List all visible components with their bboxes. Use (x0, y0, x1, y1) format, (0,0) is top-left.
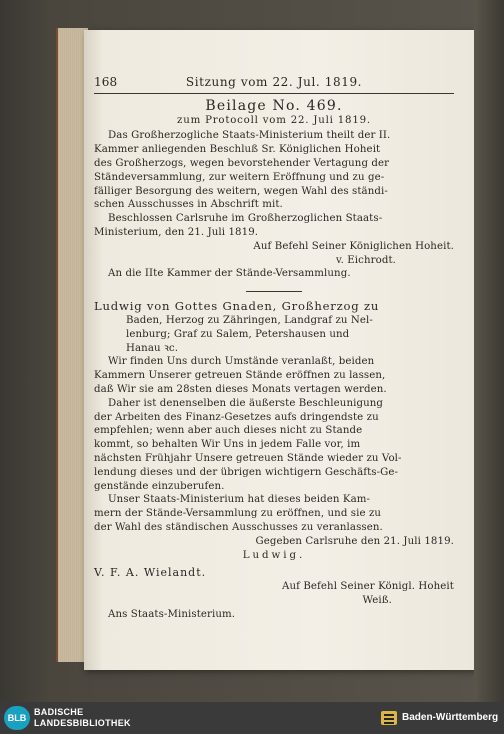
decision-line: Beschlossen Carlsruhe im Großherzoglichen Staats- (108, 213, 383, 225)
decree-title-line: lenburg; Graf zu Salem, Petershausen und (126, 328, 350, 340)
decree-line: Unser Staats-Ministerium hat dieses beiden Kam- (108, 494, 371, 506)
decree-line: empfehlen; wenn aber auch dieses nicht zu Stande (94, 425, 363, 437)
page-number: 168 (94, 75, 118, 89)
library-name (34, 707, 131, 729)
decree-signature: Ludwig. (242, 549, 306, 561)
decree-line: der Wahl des ständischen Ausschusses zu veranlassen. (94, 521, 383, 533)
library-name-line: LANDESBIBLIOTHEK (34, 718, 131, 728)
body-line: Das Großherzogliche Staats-Ministerium theilt der II. (108, 130, 391, 142)
decree-line: lendung dieses und der übrigen wichtigern Geschäfts-Ge- (94, 466, 399, 478)
decree-order-signature: Weiß. (362, 594, 392, 606)
beilage-address: An die IIte Kammer der Stände-Versammlung. (108, 268, 351, 280)
decree-address: Ans Staats-Ministerium. (108, 608, 236, 620)
decree-line: Daher ist denenselben die äußerste Beschleunigung (108, 397, 384, 409)
beilage-signature: v. Eichrodt. (335, 254, 396, 266)
decree (94, 300, 454, 621)
decree-line: kommt, so behalten Wir Uns in jedem Falle vor, im (94, 439, 361, 451)
body-line: fälliger Besorgung des weitern, wegen Wahl des ständi- (94, 185, 388, 197)
decree-countersign: V. F. A. Wielandt. (94, 566, 207, 580)
right-page-shadow (474, 0, 504, 702)
decision-line: Ministerium, den 21. Juli 1819. (94, 226, 259, 238)
running-title: Sitzung vom 22. Jul. 1819. (185, 75, 363, 89)
partner-name: Baden-Württemberg (402, 712, 499, 723)
body-line: schen Ausschusses in Abschrift mit. (94, 199, 283, 211)
decree-line: der Arbeiten des Finanz-Gesetzes aufs dringendste zu (94, 411, 379, 423)
decree-line: genstände einzuberufen. (94, 480, 225, 492)
decree-line: mern der Stände-Versammlung zu eröffnen, und sie zu (94, 508, 382, 520)
beilage-title: Beilage No. 469. (205, 97, 343, 114)
page-text (94, 76, 454, 621)
decree-line: Wir finden Uns durch Umstände veranlaßt, beiden (108, 356, 375, 368)
beilage-order: Auf Befehl Seiner Königlichen Hoheit. (253, 240, 454, 252)
state-coat-of-arms-icon (380, 710, 398, 726)
decree-title-line: Baden, Herzog zu Zähringen, Landgraf zu Nel- (126, 314, 373, 326)
decree-title-line: Hanau ꝛc. (126, 342, 179, 354)
decree-line: Kammern Unserer getreuen Stände eröffnen zu lassen, (94, 370, 386, 382)
body-line: Ständeversammlung, zur weitern Eröffnung und zu ge- (94, 171, 385, 183)
blb-logo-icon: BLB (4, 706, 30, 730)
decree-line: daß Wir sie am 28sten dieses Monats vertagen werden. (94, 383, 387, 395)
decree-title: Ludwig von Gottes Gnaden, Großherzog zu (94, 299, 380, 314)
body-line: des Großherzogs, wegen bevorstehender Vertagung der (94, 157, 390, 169)
library-footer (0, 702, 504, 734)
beilage-subtitle: zum Protocoll vom 22. Juli 1819. (177, 114, 371, 126)
library-name-line: BADISCHE (34, 707, 84, 717)
beilage-body (94, 129, 454, 281)
decree-given: Gegeben Carlsruhe den 21. Juli 1819. (255, 535, 454, 547)
running-header (94, 76, 454, 94)
decree-order: Auf Befehl Seiner Königl. Hoheit (282, 581, 454, 593)
body-line: Kammer anliegenden Beschluß Sr. Königlichen Hoheit (94, 144, 381, 156)
section-divider (246, 291, 302, 292)
decree-line: nächsten Frühjahr Unsere getreuen Stände wieder zu Vol- (94, 452, 402, 464)
